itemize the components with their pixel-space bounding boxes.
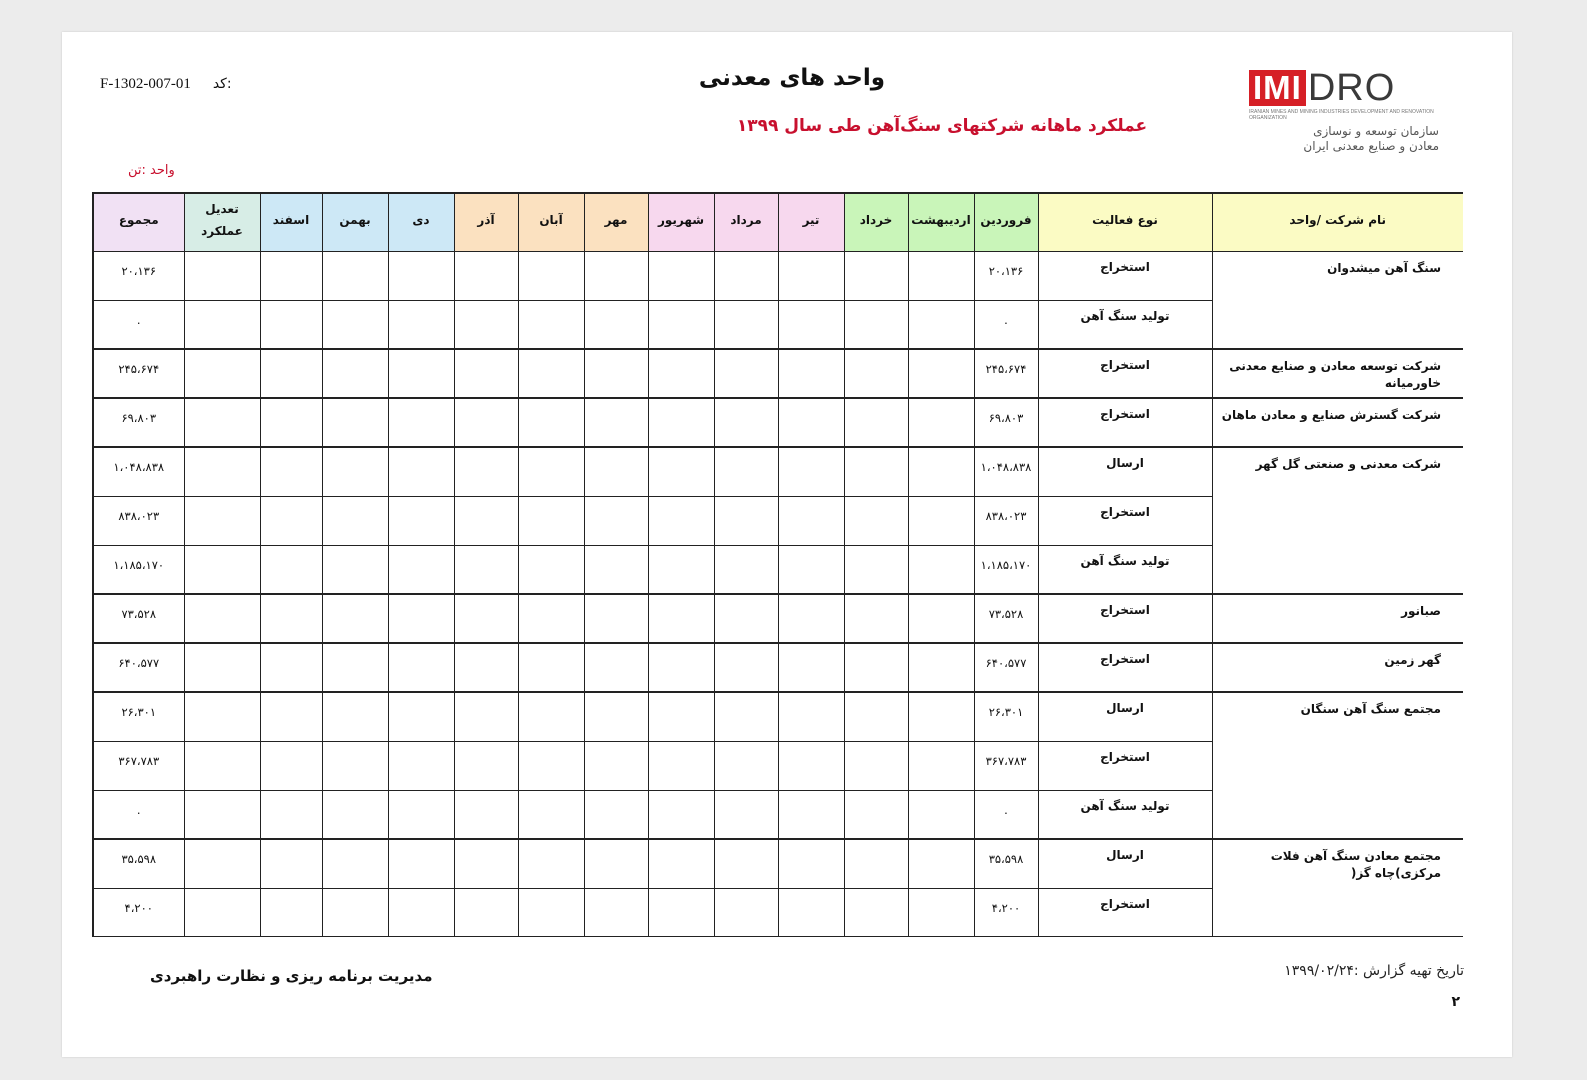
month-value-cell (908, 398, 974, 447)
col-header-dey: دی (388, 193, 454, 251)
month-value-cell (260, 300, 322, 349)
performance-table (92, 192, 1463, 937)
adjustment-cell (184, 839, 260, 888)
month-value-cell (844, 692, 908, 741)
month-value-cell (908, 594, 974, 643)
farvardin-value-cell: ۶۹،۸۰۳ (974, 398, 1038, 447)
month-value-cell (908, 496, 974, 545)
month-value-cell (260, 251, 322, 300)
month-value-cell (388, 545, 454, 594)
month-value-cell (714, 741, 778, 790)
month-value-cell (518, 447, 584, 496)
month-value-cell (844, 594, 908, 643)
month-value-cell (454, 300, 518, 349)
farvardin-value-cell: ۲۴۵،۶۷۴ (974, 349, 1038, 398)
month-value-cell (454, 251, 518, 300)
total-cell: ۷۳،۵۲۸ (93, 594, 184, 643)
farvardin-value-cell: . (974, 790, 1038, 839)
month-value-cell (388, 594, 454, 643)
col-header-total: مجموع (93, 193, 184, 251)
month-value-cell (908, 790, 974, 839)
month-value-cell (778, 643, 844, 692)
month-value-cell (260, 594, 322, 643)
adjustment-cell (184, 545, 260, 594)
month-value-cell (648, 790, 714, 839)
month-value-cell (714, 545, 778, 594)
month-value-cell (584, 692, 648, 741)
month-value-cell (322, 839, 388, 888)
company-cell: شرکت معدنی و صنعتی گل گهر (1212, 447, 1463, 594)
month-value-cell (584, 839, 648, 888)
month-value-cell (454, 447, 518, 496)
total-cell: ۶۹،۸۰۳ (93, 398, 184, 447)
activity-cell: ارسال (1038, 447, 1212, 496)
month-value-cell (844, 888, 908, 937)
month-value-cell (388, 398, 454, 447)
month-value-cell (648, 447, 714, 496)
month-value-cell (454, 594, 518, 643)
month-value-cell (714, 349, 778, 398)
form-code-label: کد: (212, 76, 232, 92)
month-value-cell (518, 349, 584, 398)
month-value-cell (844, 643, 908, 692)
month-value-cell (908, 545, 974, 594)
month-value-cell (908, 643, 974, 692)
month-value-cell (260, 398, 322, 447)
month-value-cell (322, 349, 388, 398)
company-cell: گهر زمین (1212, 643, 1463, 692)
table-row (93, 692, 1463, 741)
table-row (93, 447, 1463, 496)
month-value-cell (714, 251, 778, 300)
page-subtitle: عملکرد ماهانه شرکتهای سنگ‌آهن طی سال ۱۳۹۹ (736, 116, 1148, 136)
month-value-cell (778, 888, 844, 937)
farvardin-value-cell: ۶۴۰،۵۷۷ (974, 643, 1038, 692)
month-value-cell (778, 349, 844, 398)
table-body (93, 251, 1463, 937)
farvardin-value-cell: ۸۳۸،۰۲۳ (974, 496, 1038, 545)
month-value-cell (518, 496, 584, 545)
month-value-cell (260, 741, 322, 790)
unit-label: واحد :تن (128, 163, 175, 178)
logo-mark (1249, 66, 1449, 109)
month-value-cell (260, 692, 322, 741)
month-value-cell (714, 447, 778, 496)
table-row (93, 594, 1463, 643)
month-value-cell (778, 839, 844, 888)
month-value-cell (518, 741, 584, 790)
month-value-cell (388, 496, 454, 545)
month-value-cell (778, 300, 844, 349)
month-value-cell (454, 398, 518, 447)
month-value-cell (648, 741, 714, 790)
month-value-cell (908, 349, 974, 398)
month-value-cell (908, 888, 974, 937)
col-header-mordad: مرداد (714, 193, 778, 251)
adjustment-cell (184, 447, 260, 496)
month-value-cell (844, 251, 908, 300)
logo-gray-text: DRO (1307, 67, 1396, 109)
month-value-cell (648, 839, 714, 888)
month-value-cell (260, 496, 322, 545)
month-value-cell (388, 839, 454, 888)
month-value-cell (322, 496, 388, 545)
month-value-cell (584, 447, 648, 496)
month-value-cell (454, 545, 518, 594)
month-value-cell (260, 447, 322, 496)
month-value-cell (648, 300, 714, 349)
month-value-cell (388, 643, 454, 692)
month-value-cell (714, 790, 778, 839)
company-cell: صبانور (1212, 594, 1463, 643)
activity-cell: ارسال (1038, 839, 1212, 888)
adjustment-cell (184, 594, 260, 643)
month-value-cell (844, 349, 908, 398)
performance-table-wrap (92, 192, 1463, 937)
farvardin-value-cell: ۷۳،۵۲۸ (974, 594, 1038, 643)
month-value-cell (322, 545, 388, 594)
total-cell: ۳۶۷،۷۸۳ (93, 741, 184, 790)
month-value-cell (454, 496, 518, 545)
logo-red-text: IMI (1249, 70, 1306, 106)
month-value-cell (322, 300, 388, 349)
month-value-cell (844, 398, 908, 447)
month-value-cell (454, 741, 518, 790)
month-value-cell (454, 349, 518, 398)
activity-cell: استخراج (1038, 643, 1212, 692)
month-value-cell (518, 643, 584, 692)
month-value-cell (714, 839, 778, 888)
adjustment-cell (184, 496, 260, 545)
month-value-cell (908, 692, 974, 741)
month-value-cell (778, 692, 844, 741)
report-page (62, 32, 1512, 1057)
adjustment-cell (184, 398, 260, 447)
month-value-cell (388, 741, 454, 790)
month-value-cell (584, 741, 648, 790)
month-value-cell (714, 888, 778, 937)
adjustment-cell (184, 888, 260, 937)
month-value-cell (648, 643, 714, 692)
month-value-cell (322, 251, 388, 300)
month-value-cell (584, 398, 648, 447)
total-cell: . (93, 300, 184, 349)
month-value-cell (714, 398, 778, 447)
month-value-cell (844, 300, 908, 349)
month-value-cell (844, 741, 908, 790)
month-value-cell (778, 447, 844, 496)
table-row (93, 398, 1463, 447)
month-value-cell (260, 839, 322, 888)
col-header-ordibehesht: اردیبهشت (908, 193, 974, 251)
company-cell: سنگ آهن میشدوان (1212, 251, 1463, 349)
total-cell: ۱،۱۸۵،۱۷۰ (93, 545, 184, 594)
farvardin-value-cell: ۳۵،۵۹۸ (974, 839, 1038, 888)
month-value-cell (908, 300, 974, 349)
month-value-cell (388, 692, 454, 741)
month-value-cell (584, 251, 648, 300)
month-value-cell (518, 300, 584, 349)
month-value-cell (648, 398, 714, 447)
col-header-esfand: اسفند (260, 193, 322, 251)
page-title: واحد های معدنی (698, 65, 886, 91)
total-cell: ۶۴۰،۵۷۷ (93, 643, 184, 692)
month-value-cell (648, 888, 714, 937)
month-value-cell (454, 790, 518, 839)
month-value-cell (714, 692, 778, 741)
month-value-cell (648, 692, 714, 741)
month-value-cell (844, 839, 908, 888)
adjustment-cell (184, 692, 260, 741)
company-cell: مجتمع سنگ آهن سنگان (1212, 692, 1463, 839)
activity-cell: استخراج (1038, 251, 1212, 300)
month-value-cell (844, 545, 908, 594)
month-value-cell (454, 643, 518, 692)
activity-cell: استخراج (1038, 398, 1212, 447)
activity-cell: استخراج (1038, 741, 1212, 790)
col-header-farvardin: فروردین (974, 193, 1038, 251)
month-value-cell (388, 251, 454, 300)
month-value-cell (518, 790, 584, 839)
month-value-cell (844, 496, 908, 545)
month-value-cell (844, 790, 908, 839)
month-value-cell (778, 545, 844, 594)
total-cell: ۲۰،۱۳۶ (93, 251, 184, 300)
adjustment-cell (184, 790, 260, 839)
month-value-cell (648, 496, 714, 545)
month-value-cell (714, 643, 778, 692)
month-value-cell (778, 741, 844, 790)
col-header-tir: تیر (778, 193, 844, 251)
month-value-cell (778, 594, 844, 643)
month-value-cell (322, 398, 388, 447)
col-header-azar: آذر (454, 193, 518, 251)
month-value-cell (518, 251, 584, 300)
month-value-cell (648, 349, 714, 398)
month-value-cell (714, 300, 778, 349)
month-value-cell (908, 447, 974, 496)
col-header-khordad: خرداد (844, 193, 908, 251)
month-value-cell (518, 594, 584, 643)
table-row (93, 349, 1463, 398)
table-row (93, 643, 1463, 692)
col-header-mehr: مهر (584, 193, 648, 251)
farvardin-value-cell: ۱،۰۴۸،۸۳۸ (974, 447, 1038, 496)
month-value-cell (518, 545, 584, 594)
page-number: ۲ (1451, 994, 1460, 1010)
month-value-cell (584, 496, 648, 545)
month-value-cell (388, 300, 454, 349)
month-value-cell (518, 888, 584, 937)
month-value-cell (260, 790, 322, 839)
month-value-cell (778, 496, 844, 545)
month-value-cell (648, 251, 714, 300)
adjustment-cell (184, 300, 260, 349)
month-value-cell (322, 692, 388, 741)
farvardin-value-cell: ۲۶،۳۰۱ (974, 692, 1038, 741)
total-cell: ۲۶،۳۰۱ (93, 692, 184, 741)
total-cell: ۲۴۵،۶۷۴ (93, 349, 184, 398)
activity-cell: تولید سنگ آهن (1038, 545, 1212, 594)
month-value-cell (454, 692, 518, 741)
month-value-cell (518, 839, 584, 888)
col-header-bahman: بهمن (322, 193, 388, 251)
total-cell: . (93, 790, 184, 839)
total-cell: ۸۳۸،۰۲۳ (93, 496, 184, 545)
col-header-aban: آبان (518, 193, 584, 251)
month-value-cell (454, 888, 518, 937)
month-value-cell (584, 349, 648, 398)
month-value-cell (584, 594, 648, 643)
month-value-cell (908, 741, 974, 790)
month-value-cell (714, 496, 778, 545)
month-value-cell (778, 398, 844, 447)
activity-cell: استخراج (1038, 888, 1212, 937)
company-cell: مجتمع معادن سنگ آهن فلات مرکزی)چاه گز( (1212, 839, 1463, 937)
month-value-cell (322, 741, 388, 790)
month-value-cell (322, 447, 388, 496)
month-value-cell (518, 398, 584, 447)
month-value-cell (584, 790, 648, 839)
total-cell: ۱،۰۴۸،۸۳۸ (93, 447, 184, 496)
table-header-row (93, 193, 1463, 251)
adjustment-cell (184, 349, 260, 398)
month-value-cell (908, 251, 974, 300)
month-value-cell (260, 545, 322, 594)
month-value-cell (260, 888, 322, 937)
month-value-cell (388, 888, 454, 937)
activity-cell: استخراج (1038, 496, 1212, 545)
activity-cell: تولید سنگ آهن (1038, 790, 1212, 839)
adjustment-cell (184, 741, 260, 790)
month-value-cell (584, 888, 648, 937)
month-value-cell (844, 447, 908, 496)
month-value-cell (908, 839, 974, 888)
month-value-cell (260, 349, 322, 398)
month-value-cell (714, 594, 778, 643)
month-value-cell (322, 643, 388, 692)
month-value-cell (388, 349, 454, 398)
table-row (93, 839, 1463, 888)
total-cell: ۴،۲۰۰ (93, 888, 184, 937)
col-header-activity: نوع فعالیت (1038, 193, 1212, 251)
farvardin-value-cell: ۲۰،۱۳۶ (974, 251, 1038, 300)
col-header-company: نام شرکت /واحد (1212, 193, 1463, 251)
month-value-cell (322, 594, 388, 643)
footer-department: مدیریت برنامه ریزی و نظارت راهبردی (150, 967, 433, 985)
activity-cell: تولید سنگ آهن (1038, 300, 1212, 349)
col-header-adjustment: تعدیل عملکرد (184, 193, 260, 251)
company-cell: شرکت توسعه معادن و صنایع معدنی خاورمیانه (1212, 349, 1463, 398)
activity-cell: استخراج (1038, 349, 1212, 398)
month-value-cell (648, 545, 714, 594)
table-row (93, 251, 1463, 300)
month-value-cell (322, 888, 388, 937)
imidro-logo (1249, 66, 1449, 176)
logo-tagline: IRANIAN MINES AND MINING INDUSTRIES DEVELOPMENT AND RENOVATION ORGANIZATION (1249, 109, 1434, 121)
activity-cell: ارسال (1038, 692, 1212, 741)
month-value-cell (388, 447, 454, 496)
month-value-cell (260, 643, 322, 692)
month-value-cell (322, 790, 388, 839)
total-cell: ۳۵،۵۹۸ (93, 839, 184, 888)
adjustment-cell (184, 251, 260, 300)
form-code-value: F-1302-007-01 (100, 76, 191, 92)
adjustment-cell (184, 643, 260, 692)
farvardin-value-cell: ۳۶۷،۷۸۳ (974, 741, 1038, 790)
farvardin-value-cell: . (974, 300, 1038, 349)
month-value-cell (388, 790, 454, 839)
month-value-cell (584, 545, 648, 594)
company-cell: شرکت گسترش صنایع و معادن ماهان (1212, 398, 1463, 447)
logo-name-fa-2: معادن و صنایع معدنی ایران (1303, 139, 1439, 153)
month-value-cell (454, 839, 518, 888)
month-value-cell (518, 692, 584, 741)
month-value-cell (648, 594, 714, 643)
month-value-cell (778, 790, 844, 839)
logo-name-fa-1: سازمان توسعه و نوسازی (1313, 124, 1439, 138)
month-value-cell (584, 643, 648, 692)
farvardin-value-cell: ۱،۱۸۵،۱۷۰ (974, 545, 1038, 594)
col-header-shahrivar: شهریور (648, 193, 714, 251)
activity-cell: استخراج (1038, 594, 1212, 643)
report-date: تاریخ تهیه گزارش :۱۳۹۹/۰۲/۲۴ (1284, 963, 1464, 979)
month-value-cell (584, 300, 648, 349)
month-value-cell (778, 251, 844, 300)
farvardin-value-cell: ۴،۲۰۰ (974, 888, 1038, 937)
